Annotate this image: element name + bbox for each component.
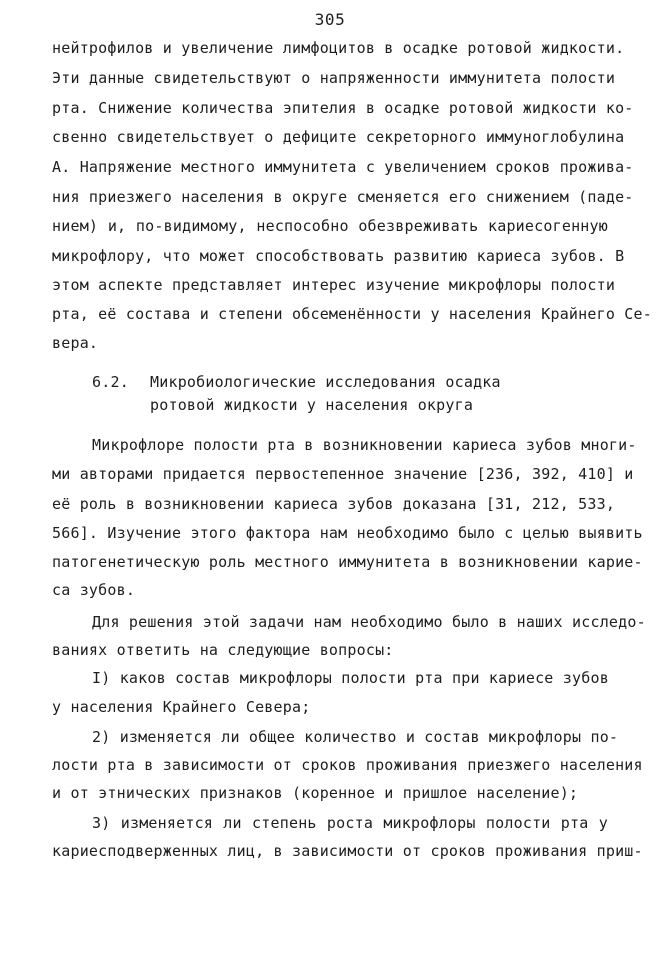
text-line: и от этнических признаков (коренное и пришлое население); bbox=[52, 784, 579, 802]
text-line: А. Напряжение местного иммунитета с увеличением сроков прожива- bbox=[52, 158, 634, 176]
text-line: ми авторами придается первостепенное значение [236, 392, 410] и bbox=[52, 465, 634, 483]
list-item: I) каков состав микрофлоры полости рта при кариесе зубов bbox=[92, 669, 609, 687]
text-line: 566]. Изучение этого фактора нам необходимо было с целью выявить bbox=[52, 524, 643, 542]
text-line: вера. bbox=[52, 334, 99, 352]
section-title-line2: ротовой жидкости у населения округа bbox=[150, 396, 474, 414]
text-line: у населения Крайнего Севера; bbox=[52, 698, 311, 716]
text-line: Микрофлоре полости рта в возникновении кариеса зубов многи- bbox=[92, 436, 637, 454]
list-item: 2) изменяется ли общее количество и состав микрофлоры по- bbox=[92, 728, 619, 746]
list-item: 3) изменяется ли степень роста микрофлоры полости рта у bbox=[92, 814, 608, 832]
text-line: её роль в возникновении кариеса зубов доказана [31, 212, 533, bbox=[52, 495, 616, 513]
section-title: Микробиологические исследования осадка bbox=[150, 373, 501, 391]
text-line: свенно свидетельствует о дефиците секреторного иммуноглобулина bbox=[52, 128, 625, 146]
text-line: Эти данные свидетельствуют о напряженности иммунитета полости bbox=[52, 69, 616, 87]
text-line: лости рта в зависимости от сроков проживания приезжего населения bbox=[52, 756, 643, 774]
text-line: Для решения этой задачи нам необходимо было в наших исследо- bbox=[92, 613, 646, 631]
text-line: этом аспекте представляет интерес изучение микрофлоры полости bbox=[52, 276, 616, 294]
page-number: 305 bbox=[314, 10, 346, 29]
text-line: нейтрофилов и увеличение лимфоцитов в осадке ротовой жидкости. bbox=[52, 39, 625, 57]
text-line: патогенетическую роль местного иммунитета в возникновении карие- bbox=[52, 553, 643, 571]
text-line: ния приезжего населения в округе сменяется его снижением (паде- bbox=[52, 188, 634, 206]
section-number: 6.2. bbox=[92, 373, 129, 391]
text-line: рта. Снижение количества эпителия в осадке ротовой жидкости ко- bbox=[52, 99, 634, 117]
text-line: кариесподверженных лиц, в зависимости от сроков проживания приш- bbox=[52, 842, 643, 860]
text-line: микрофлору, что может способствовать развитию кариеса зубов. В bbox=[52, 247, 625, 265]
text-line: ваниях ответить на следующие вопросы: bbox=[52, 641, 394, 659]
text-line: рта, её состава и степени обсеменённости у населения Крайнего Се- bbox=[52, 305, 652, 323]
text-line: нием) и, по-видимому, неспособно обезвреживать кариесогенную bbox=[52, 217, 608, 235]
text-line: са зубов. bbox=[52, 581, 136, 599]
